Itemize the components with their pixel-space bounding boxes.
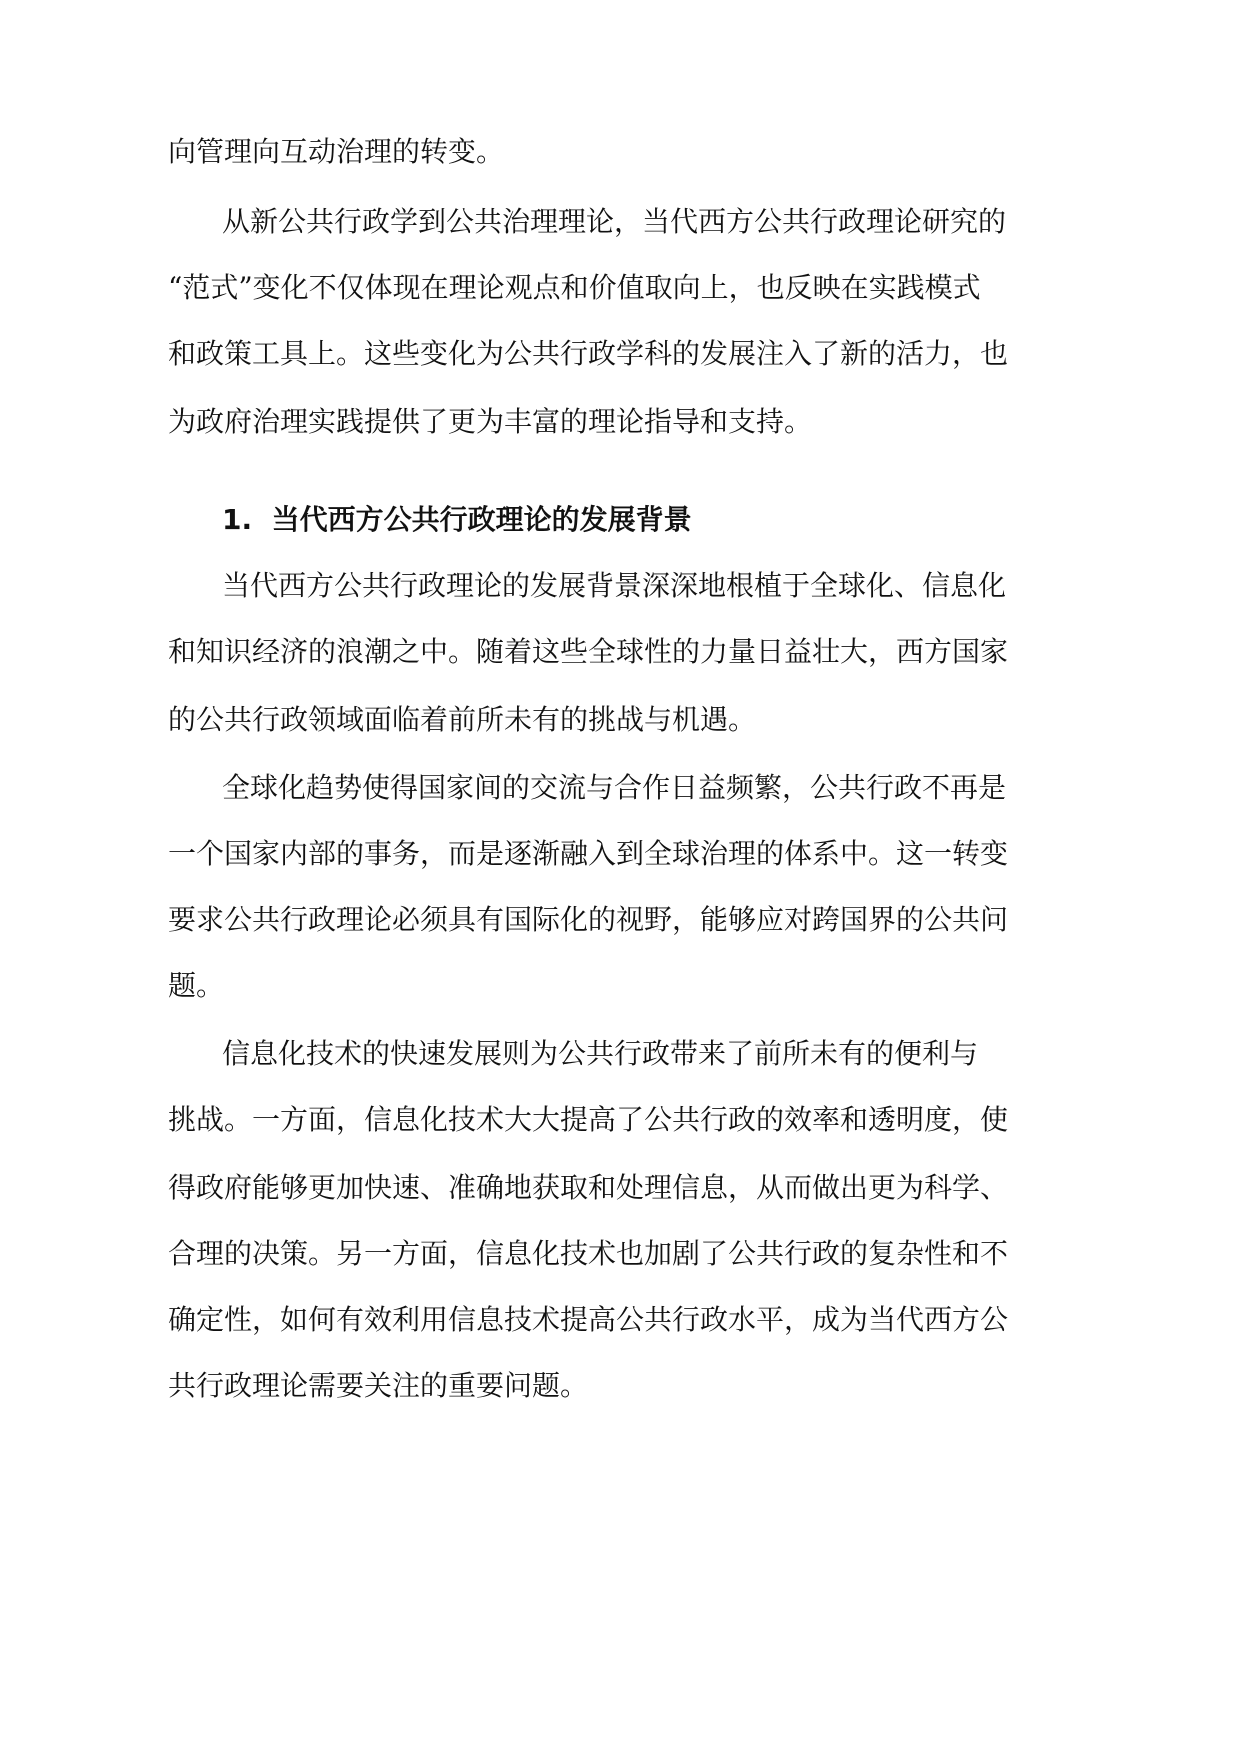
- text-line: 得政府能够更加快速、准确地获取和处理信息，从而做出更为科学、: [168, 1171, 1009, 1204]
- text-line: 一个国家内部的事务，而是逐渐融入到全球治理的体系中。这一转变: [168, 837, 1009, 870]
- text-line: “范式”变化不仅体现在理论观点和价值取向上，也反映在实践模式: [168, 271, 981, 304]
- text-line: 要求公共行政理论必须具有国际化的视野，能够应对跨国界的公共问: [168, 903, 1009, 936]
- text-line: 和知识经济的浪潮之中。随着这些全球性的力量日益壮大，西方国家: [168, 635, 1009, 668]
- text-line: 为政府治理实践提供了更为丰富的理论指导和支持。: [168, 405, 813, 438]
- text-line: 挑战。一方面，信息化技术大大提高了公共行政的效率和透明度，使: [168, 1103, 1009, 1136]
- text-line: 共行政理论需要关注的重要问题。: [168, 1369, 589, 1402]
- section-title: 当代西方公共行政理论的发展背景: [271, 503, 692, 536]
- text-line: 合理的决策。另一方面，信息化技术也加剧了公共行政的复杂性和不: [168, 1237, 1009, 1270]
- text-line: 向管理向互动治理的转变。: [168, 135, 505, 168]
- text-line: 全球化趋势使得国家间的交流与合作日益频繁，公共行政不再是: [222, 771, 1007, 804]
- text-line: 的公共行政领域面临着前所未有的挑战与机遇。: [168, 703, 757, 736]
- text-line: 信息化技术的快速发展则为公共行政带来了前所未有的便利与: [222, 1037, 979, 1070]
- text-line: 确定性，如何有效利用信息技术提高公共行政水平，成为当代西方公: [168, 1303, 1009, 1336]
- text-line: 从新公共行政学到公共治理理论，当代西方公共行政理论研究的: [222, 205, 1007, 238]
- text-line: 题。: [168, 969, 225, 1002]
- section-heading: [222, 500, 692, 540]
- section-number: 1.: [222, 503, 253, 536]
- text-line: 当代西方公共行政理论的发展背景深深地根植于全球化、信息化: [222, 569, 1007, 602]
- text-line: 和政策工具上。这些变化为公共行政学科的发展注入了新的活力，也: [168, 337, 1009, 370]
